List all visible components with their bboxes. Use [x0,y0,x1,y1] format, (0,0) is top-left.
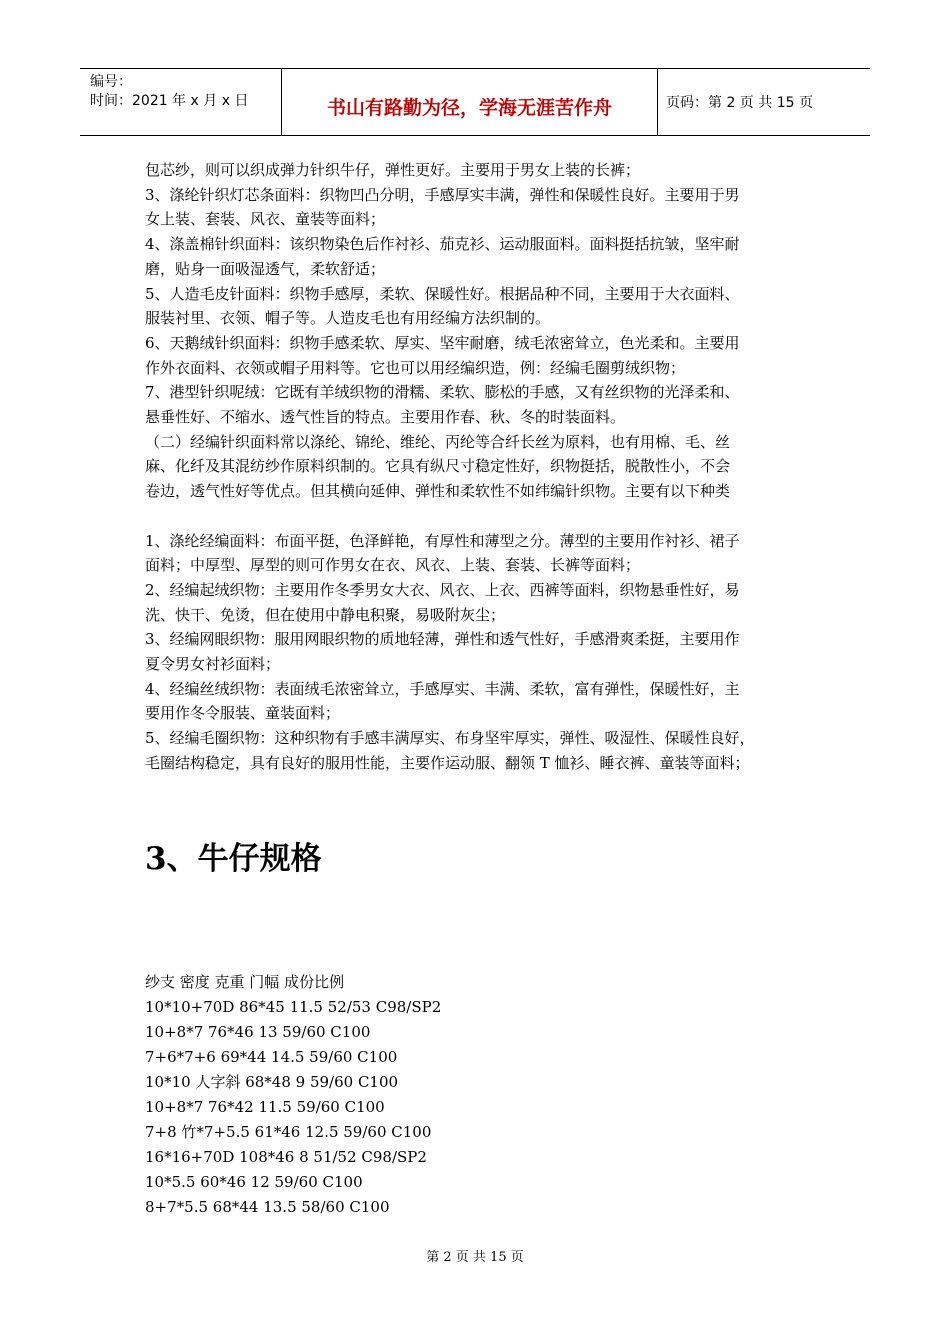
spec-row: 10*10+70D 86*45 11.5 52/53 C98/SP2 [145,998,442,1016]
body-line: 4、经编丝绒织物：表面绒毛浓密耸立，手感厚实、丰满、柔软，富有弹性，保暖性好，主 [145,679,740,698]
page-footer: 第 2 页 共 15 页 [426,1250,524,1265]
body-line: 6、天鹅绒针织面料：织物手感柔软、厚实、坚牢耐磨，绒毛浓密耸立，色光柔和。主要用 [145,333,740,352]
body-line: 夏令男女衬衫面料； [145,655,281,674]
body-line: 磨，贴身一面吸湿透气，柔软舒适； [145,259,386,278]
body-line: 洗、快干、免烫，但在使用中静电积聚，易吸附灰尘； [145,605,506,624]
spec-row: 7+6*7+6 69*44 14.5 59/60 C100 [145,1048,398,1066]
spec-row: 16*16+70D 108*46 8 51/52 C98/SP2 [145,1148,427,1166]
header-page-info: 页码：第 2 页 共 15 页 [666,95,813,111]
denim-spec-list [145,970,825,1220]
body-line: （二）经编针织面料常以涤纶、锦纶、维纶、丙纶等合纤长丝为原料，也有用棉、毛、丝 [145,432,731,451]
body-line: 5、人造毛皮针面料：织物手感厚，柔软、保暖性好。根据品种不同，主要用于大衣面料、 [145,284,740,303]
header-meta [80,69,282,135]
spec-row: 10+8*7 76*46 13 59/60 C100 [145,1023,371,1041]
body-line: 卷边，透气性好等优点。但其横向延伸、弹性和柔软性不如纬编针织物。主要有以下种类 [145,482,731,501]
body-line: 4、涤盖棉针织面料：该织物染色后作衬衫、茄克衫、运动服面料。面料挺括抗皱，坚牢耐 [145,235,740,254]
page-header [80,68,870,136]
spec-row: 8+7*5.5 68*44 13.5 58/60 C100 [145,1198,390,1216]
body-line: 3、涤纶针织灯芯条面料：织物凹凸分明，手感厚实丰满，弹性和保暖性良好。主要用于男 [145,185,740,204]
body-line: 面料；中厚型、厚型的则可作男女在衣、风衣、上装、套装、长裤等面料； [145,556,641,575]
body-line: 3、经编网眼织物：服用网眼织物的质地轻薄，弹性和透气性好，手感滑爽柔挺，主要用作 [145,630,740,649]
body-line: 2、经编起绒织物：主要用作冬季男女大衣、风衣、上衣、西裤等面料，织物悬垂性好，易 [145,580,740,599]
body-line: 要用作冬令服装、童装面料； [145,704,341,723]
document-date: 时间：2021 年 x 月 x 日 [90,93,249,109]
body-line: 作外衣面料、衣领或帽子用料等。它也可以用经编织造，例：经编毛圈剪绒织物； [145,358,686,377]
body-line: 毛圈结构稳定，具有良好的服用性能，主要作运动服、翻领 T 恤衫、睡衣裤、童装等面料； [145,753,750,772]
body-line: 麻、化纤及其混纺纱作原料织制的。它具有纵尺寸稳定性好，织物挺括，脱散性小，不会 [145,457,731,476]
spec-row: 10+8*7 76*42 11.5 59/60 C100 [145,1098,385,1116]
body-line: 7、港型针织呢绒：它既有羊绒织物的滑糯、柔软、膨松的手感，又有丝织物的光泽柔和、 [145,383,740,402]
body-line: 1、涤纶经编面料：布面平挺，色泽鲜艳，有厚性和薄型之分。薄型的主要用作衬衫、裙子 [145,531,740,550]
spec-row: 10*10 人字斜 68*48 9 59/60 C100 [145,1073,399,1091]
section-heading: 3、牛仔规格 [145,841,322,877]
body-line: 女上装、套装、风衣、童装等面料； [145,210,386,229]
body-line: 悬垂性好、不缩水、透气性旨的特点。主要用作春、秋、冬的时装面料。 [145,408,626,427]
body-text [145,158,825,776]
body-line: 包芯纱，则可以织成弹力针织牛仔，弹性更好。主要用于男女上装的长裤； [145,161,641,179]
body-line: 服装衬里、衣领、帽子等。人造皮毛也有用经编方法织制的。 [145,309,551,328]
header-motto: 书山有路勤为径，学海无涯苦作舟 [282,69,658,135]
spec-header-row: 纱支 密度 克重 门幅 成份比例 [145,973,345,991]
body-line: 5、经编毛圈织物：这种织物有手感丰满厚实、布身坚牢厚实，弹性、吸湿性、保暖性良好， [145,729,755,748]
spec-row: 10*5.5 60*46 12 59/60 C100 [145,1173,363,1191]
body-line [145,504,825,529]
document-number-label: 编号： [90,74,132,90]
spec-row: 7+8 竹*7+5.5 61*46 12.5 59/60 C100 [145,1123,432,1141]
